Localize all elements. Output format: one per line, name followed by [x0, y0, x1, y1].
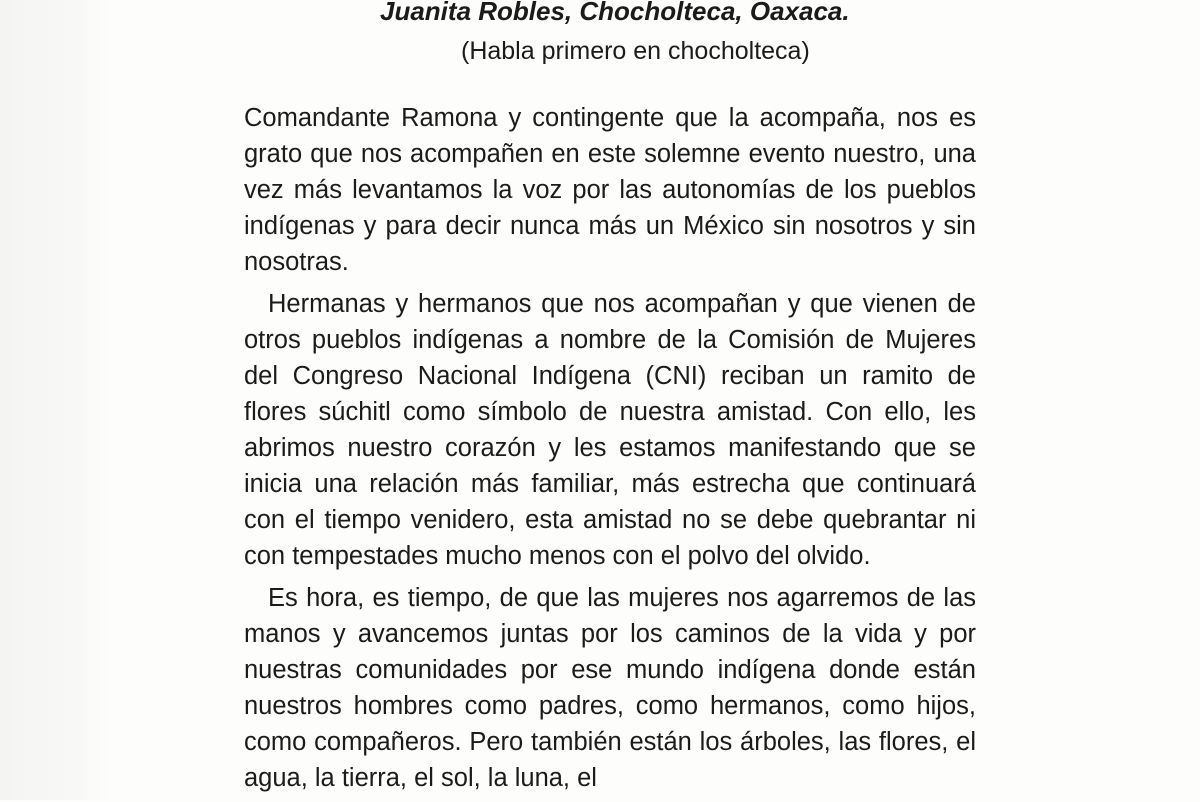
paragraph-1: Comandante Ramona y contingente que la acompaña, nos es grato que nos acompañen en este solemne evento nuestro, una vez más levantamos la voz por las autonomías de los pueblos indígenas y para decir nunca más un México sin nosotros y sin nosotras. — [244, 104, 976, 276]
language-note: (Habla primero en chocholteca) — [461, 37, 810, 65]
paragraph-2: Hermanas y hermanos que nos acompañan y que vienen de otros pueblos indígenas a nombre de la Comisión de Mujeres del Congreso Nacional Indígena (CNI) reciban un ramito de flores súchitl como símbolo de nuestra amistad. Con ello, les abrimos nuestro corazón y les estamos manifestando que se inicia una relación más familiar, más estrecha que continuará con el tiempo venidero, esta amistad no se debe quebrantar ni con tempestades mucho menos con el polvo del olvido. — [244, 290, 976, 570]
paragraph-3: Es hora, es tiempo, de que las mujeres nos agarremos de las manos y avancemos juntas por los caminos de la vida y por nuestras comunidades por ese mundo indígena donde están nuestros hombres como padres, como hermanos, como hijos, como compañeros. Pero también están los árboles, las flores, el agua, la tierra, el sol, la luna, el — [244, 584, 976, 792]
speaker-attribution: Juanita Robles, Chocholteca, Oaxaca. — [380, 0, 850, 26]
speech-body — [244, 100, 976, 802]
